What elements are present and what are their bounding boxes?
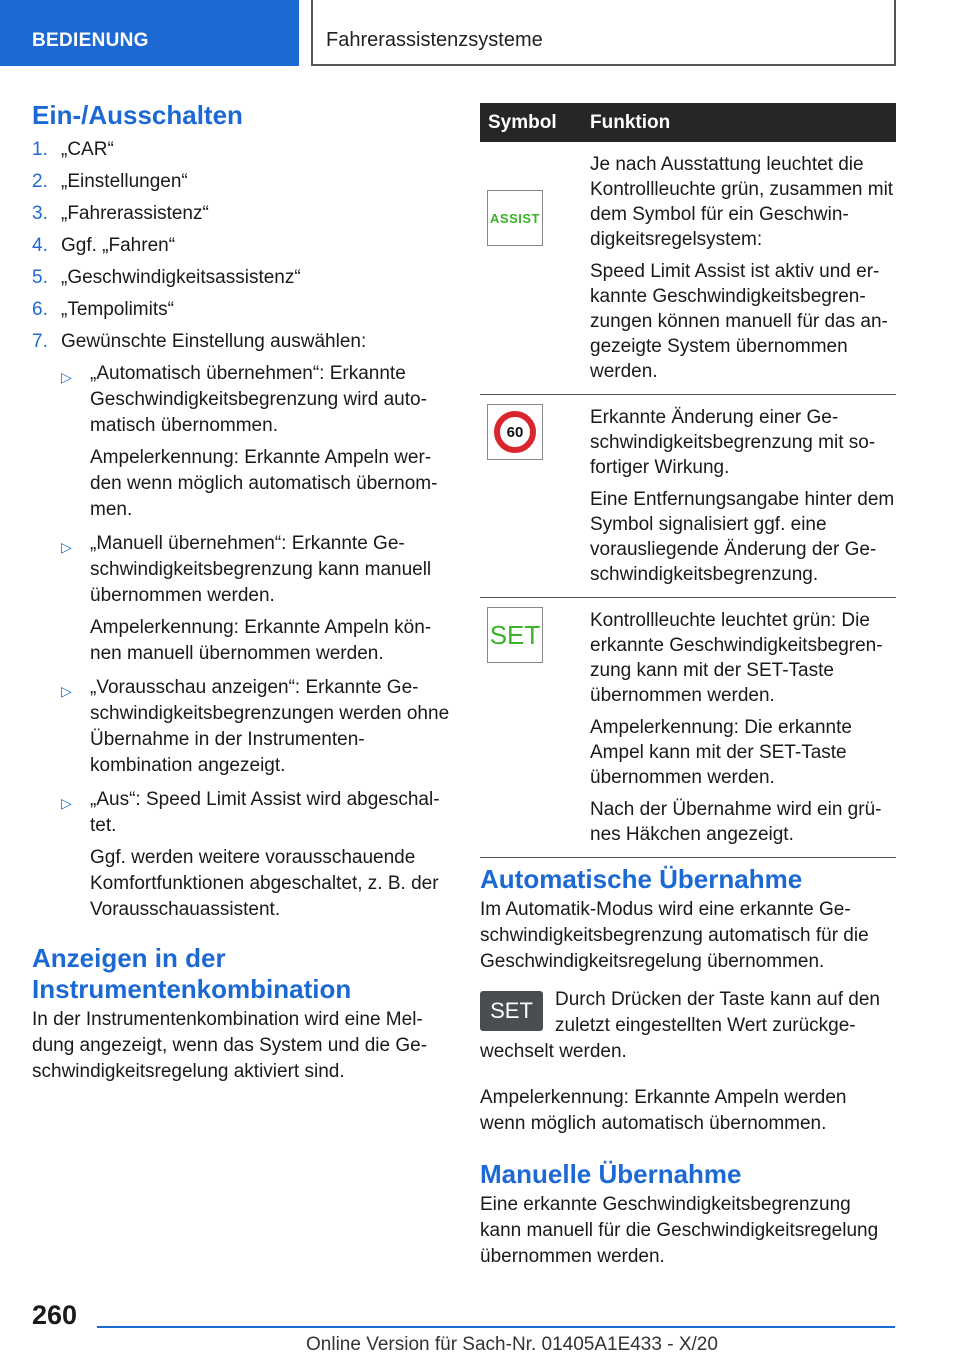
speed-limit-value: 60 [506,423,524,441]
function-text: Eine Entfernungsangabe hinter dem Symbol signalisiert ggf. eine vorausliegende Änderung der Geschwindigkeitsbegrenzung. [590,489,895,585]
function-text: Ampelerkennung: Die erkannte Ampel kann mit der SET-Taste übernommen werden. [590,717,852,788]
set-button-note [480,987,896,1065]
display-body-text: In der Instrumentenkombination wird eine Meldung angezeigt, wenn das System und die Geschwindigkeitsregelung aktiviert sind. [32,1009,428,1082]
table-cell-symbol [480,395,560,598]
option-text: „Automatisch übernehmen“: Erkannte Geschwindigkeitsbegrenzung wird automatisch übernommen. [90,363,427,436]
section-title-display [32,943,450,1005]
header-chapter-tab: Fahrerassistenzsysteme [311,0,896,66]
step-text: Ggf. „Fahren“ [61,235,176,256]
step-item [32,329,450,923]
option-item [61,361,450,523]
right-column [480,864,896,1270]
option-note: Ampelerkennung: Erkannte Ampeln können manuell übernommen werden. [90,617,432,664]
step-number: 7. [32,331,48,352]
step-text: „CAR“ [61,139,114,160]
function-text: Speed Limit Assist ist aktiv und erkannte Geschwindigkeitsbegrenzungen können manuell für das angezeigte System übernommen werden. [590,261,888,382]
speed-limit-sign [494,411,536,453]
section-title-display-line1: Anzeigen in der [32,943,226,973]
table-cell-symbol [480,142,560,395]
section-title-onoff: Ein-/Ausschalten [32,100,243,130]
set-indicator-label: SET [489,619,541,650]
assist-indicator-label: ASSIST [490,210,540,226]
option-item [61,787,450,923]
left-column [32,100,450,1085]
header-section-tab: BEDIENUNG [0,0,299,66]
triangle-bullet-icon: ▷ [61,795,72,811]
auto-body-text: Im Automatik-Modus wird eine erkannte Geschwindigkeitsbegrenzung automatisch für die Geschwindigkeitsregelung übernommen. [480,899,869,972]
section-title-display-line2: Instrumentenkombination [32,974,352,1004]
table-cell-function [560,395,896,598]
step-number: 2. [32,171,48,192]
section-title-manual: Manuelle Übernahme [480,1159,742,1189]
step-item [32,265,450,291]
table-header-row [480,103,896,142]
step-number: 5. [32,267,48,288]
section-title-auto: Automatische Übernahme [480,864,803,894]
option-note: Ggf. werden weitere vorausschauende Komfortfunktionen abgeschaltet, z. B. der Vorausschauassistent. [90,847,439,920]
step-number: 3. [32,203,48,224]
step-number: 1. [32,139,48,160]
page-number: 260 [32,1300,78,1330]
option-note: Ampelerkennung: Erkannte Ampeln werden wenn möglich automatisch übernommen. [90,447,438,520]
function-text: Kontrollleuchte leuchtet grün: Die erkannte Geschwindigkeitsbegrenzung kann mit der SET-Taste übernommen werden. [590,610,883,706]
function-text: Nach der Übernahme wird ein grünes Häkchen angezeigt. [590,799,882,845]
footer-divider [97,1326,895,1328]
set-button-label: SET [490,998,533,1023]
auto-traffic-text: Ampelerkennung: Erkannte Ampeln werden wenn möglich automatisch übernommen. [480,1087,847,1134]
table-cell-function [560,598,896,858]
table-header-symbol: Symbol [480,103,560,142]
option-item [61,675,450,779]
step-list [32,137,450,923]
function-text: Je nach Ausstattung leuchtet die Kontrollleuchte grün, zusammen mit dem Symbol für ein Geschwindigkeitsregelsystem: [590,154,894,250]
table-row [480,395,896,598]
step-item [32,201,450,227]
triangle-bullet-icon: ▷ [61,683,72,699]
step-text: „Geschwindigkeitsassistenz“ [61,267,301,288]
table-header-function: Funktion [560,103,896,142]
triangle-bullet-icon: ▷ [61,369,72,385]
step-item [32,137,450,163]
option-text: „Manuell übernehmen“: Erkannte Geschwindigkeitsbegrenzung kann manuell übernommen werden. [90,533,432,606]
option-item [61,531,450,667]
step-text: „Einstellungen“ [61,171,188,192]
table-cell-symbol [480,598,560,858]
assist-indicator-icon [487,190,543,246]
triangle-bullet-icon: ▷ [61,539,72,555]
speed-limit-60-icon [487,404,543,460]
step-item [32,297,450,323]
table-cell-function [560,142,896,395]
step-text: Gewünschte Einstellung auswählen: [61,331,367,352]
table-row [480,598,896,858]
footer-version-text: Online Version für Sach-Nr. 01405A1E433 - X/20 [306,1334,718,1355]
step-item [32,233,450,259]
symbol-function-table [480,103,896,858]
set-button-text: Durch Drücken der Taste kann auf den zuletzt eingestellten Wert zurückgewechselt werden. [480,989,880,1062]
manual-body-text: Eine erkannte Geschwindigkeitsbegrenzung kann manuell für die Geschwindigkeitsregelung übernommen werden. [480,1194,879,1267]
set-button-icon [480,991,543,1031]
step-number: 6. [32,299,48,320]
option-text: „Aus“: Speed Limit Assist wird abgeschaltet. [90,789,440,836]
option-text: „Vorausschau anzeigen“: Erkannte Geschwindigkeitsbegrenzungen werden ohne Übernahme in der Instrumentenkombination angezeigt. [90,677,450,776]
table-row [480,142,896,395]
option-list [61,361,450,923]
function-text: Erkannte Änderung einer Geschwindigkeitsbegrenzung mit sofortiger Wirkung. [590,407,876,478]
set-indicator-icon [487,607,543,663]
step-text: „Tempolimits“ [61,299,174,320]
step-number: 4. [32,235,48,256]
step-text: „Fahrerassistenz“ [61,203,209,224]
step-item [32,169,450,195]
